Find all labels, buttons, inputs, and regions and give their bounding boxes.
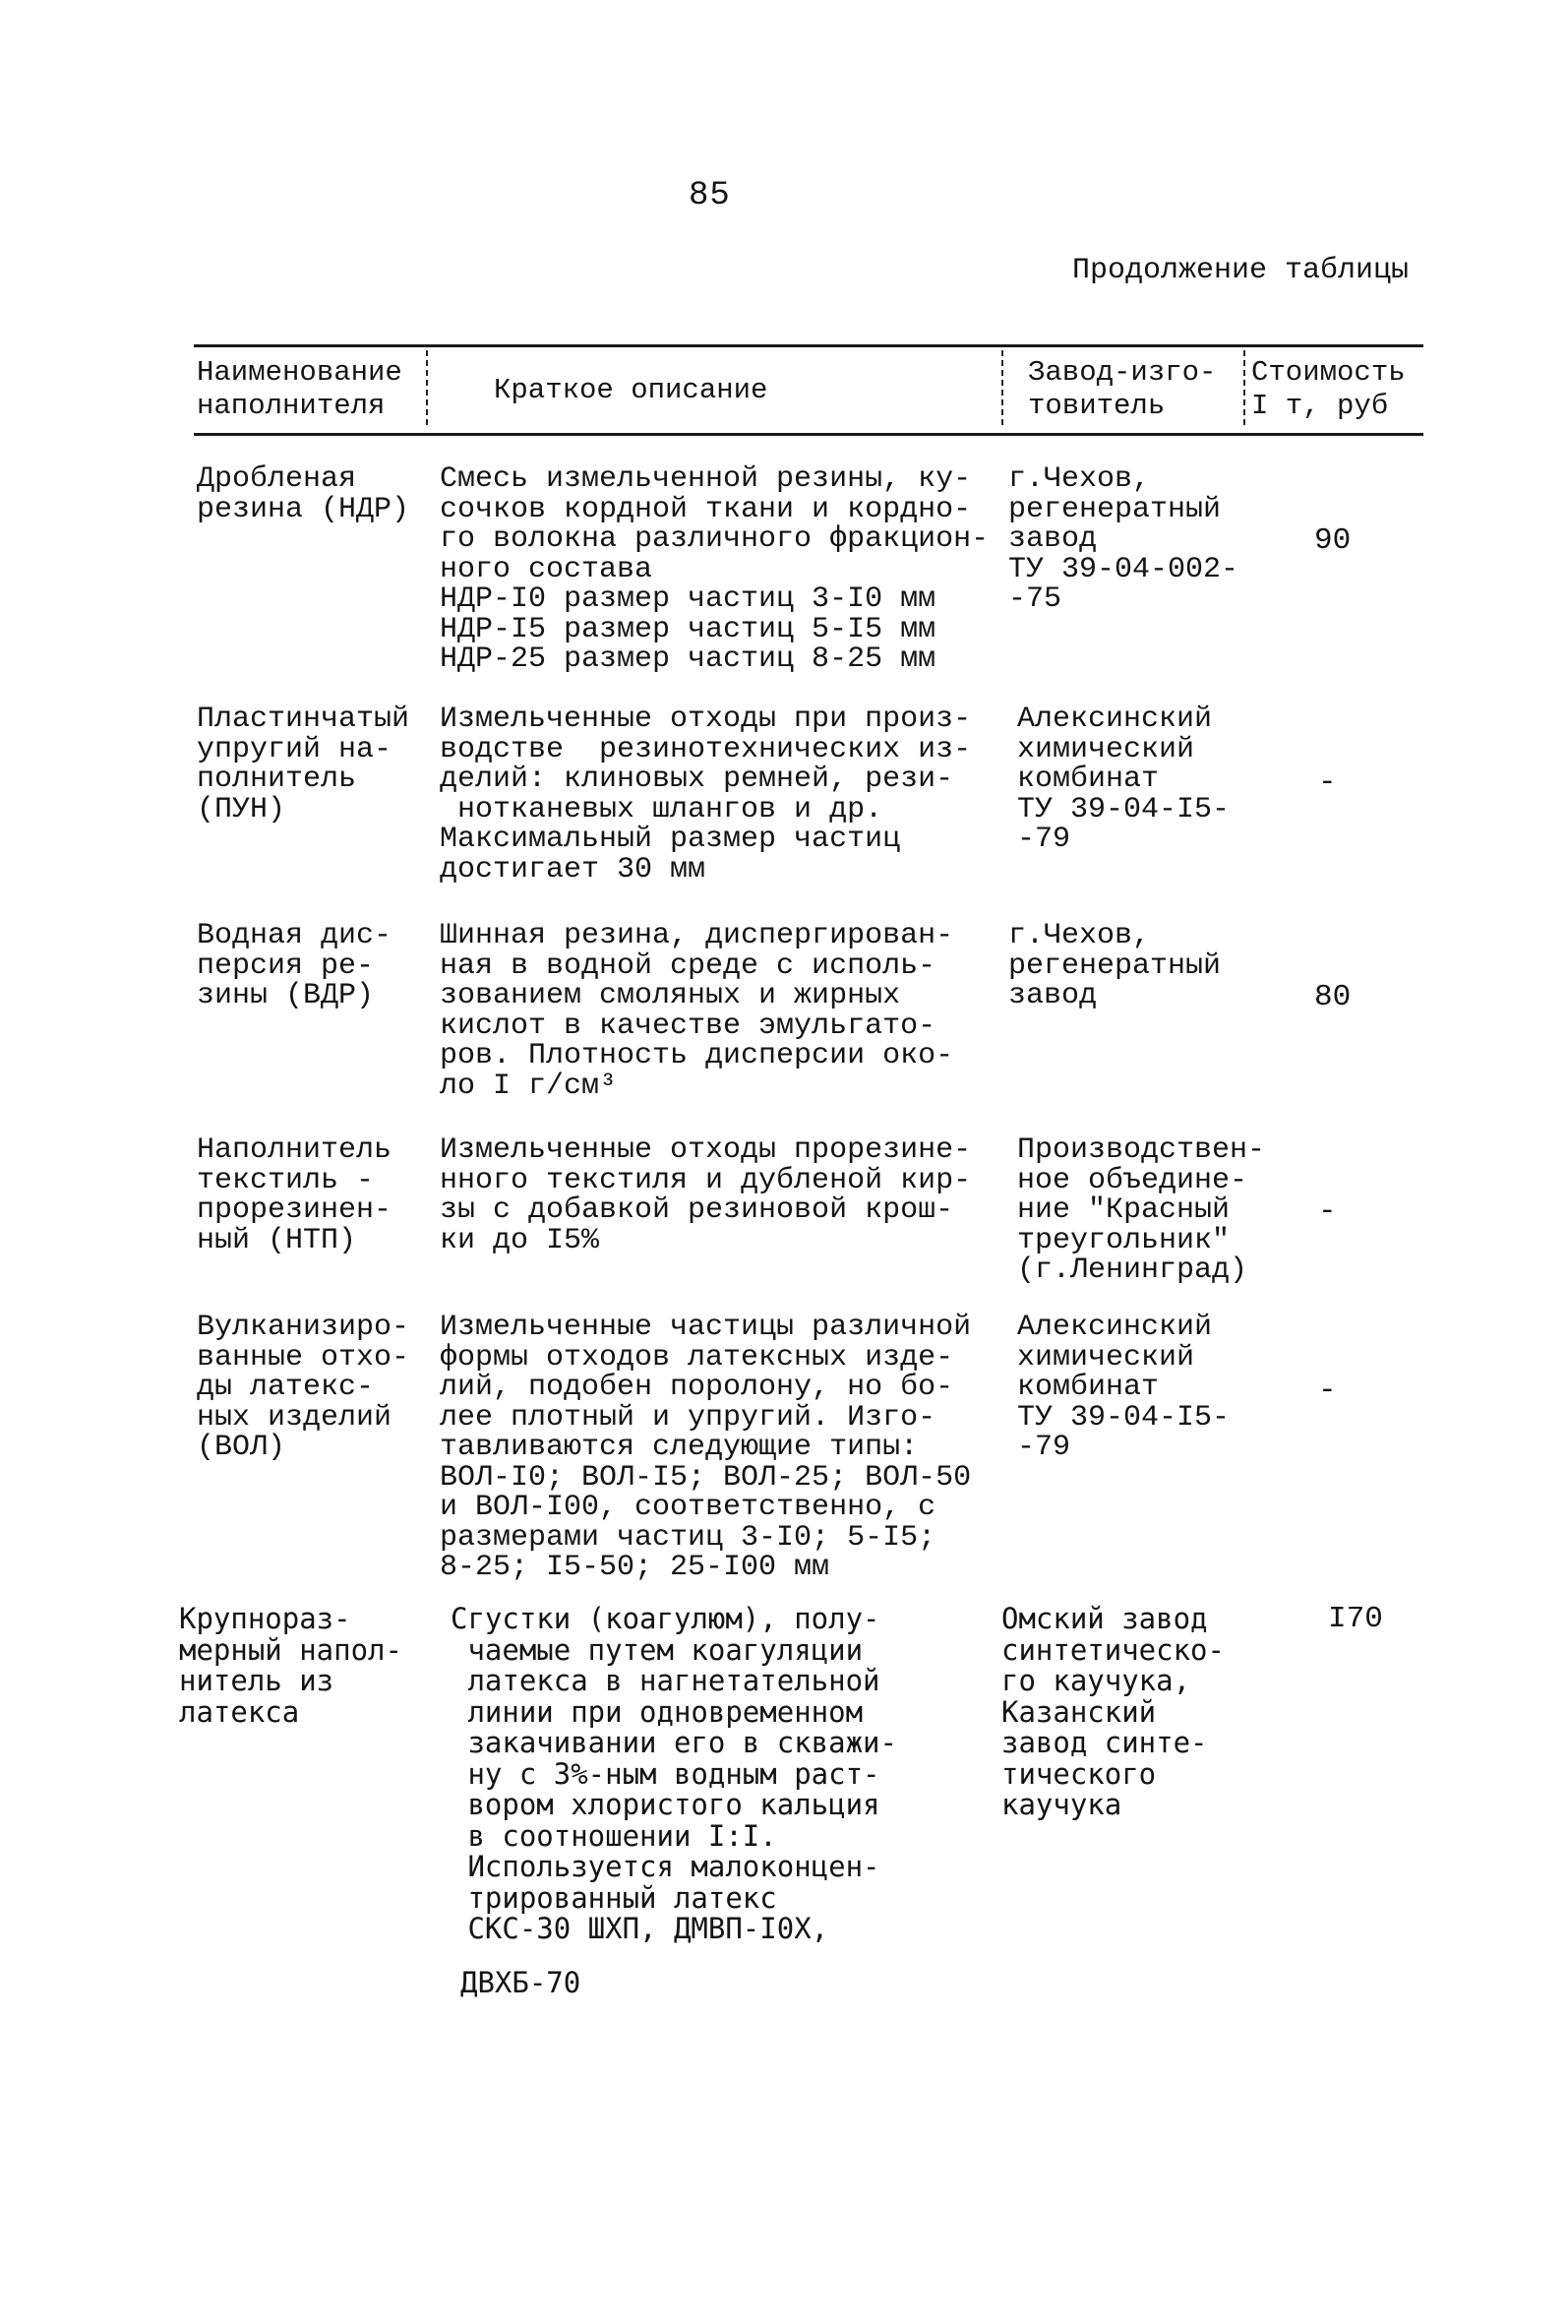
header-separator bbox=[1001, 350, 1003, 425]
filler-description: Сгустки (коагулюм), полу- чаемые путем коагуляции латекса в нагнетательной линии при одновременном закачивании его в скважи- ну с 3%-ным водным раст- вором хлористого кальция в соотношении I:I. Используется малоконцен- трированный латекс СКС-30 ШХП, ДМВП-I0Х, bbox=[451, 1602, 897, 1945]
manufacturer: Омский завод синтетическо- го каучука, Казанский завод синте- тического каучука bbox=[1001, 1602, 1225, 1821]
filler-description: Измельченные отходы при произ- водстве резинотехнических из- делий: клиновых ремней, рези- нотканевых шлангов и др. Максимальный размер частиц достигает 30 мм bbox=[440, 703, 972, 887]
manufacturer: Производствен- ное объедине- ние "Красный треугольник" (г.Ленинград) bbox=[1017, 1133, 1266, 1287]
filler-name: Водная дис- персия ре- зины (ВДР) bbox=[197, 919, 392, 1012]
header-description: Краткое описание bbox=[494, 374, 768, 406]
filler-description: Измельченные частицы различной формы отходов латексных изде- лий, подобен поролону, но бо- лее плотный и упругий. Изго- тавливаются следующие типы: ВОЛ-I0; ВОЛ-I5; ВОЛ-25; ВОЛ-50 и ВОЛ-I00, соответственно, с размерами частиц 3-I0; 5-I5; 8-25; I5-50; 25-I00 мм bbox=[440, 1311, 972, 1584]
filler-name: Вулканизиро- ванные отхо- ды латекс- ных изделий (ВОЛ) bbox=[197, 1311, 410, 1464]
manufacturer: Алексинский химический комбинат ТУ 39-04-I5- -79 bbox=[1017, 1311, 1231, 1464]
continuation-label: Продолжение таблицы bbox=[1072, 254, 1410, 287]
header-manufacturer: Завод-изго- товитель bbox=[1028, 356, 1217, 422]
cost-value: - bbox=[1318, 1374, 1337, 1408]
filler-description: Измельченные отходы прорезине- нного текстиля и дубленой кир- зы с добавкой резиновой крош- ки до I5% bbox=[440, 1133, 972, 1257]
page-number: 85 bbox=[689, 177, 731, 214]
filler-name: Крупнораз- мерный напол- нитель из латекса bbox=[179, 1602, 402, 1729]
cost-value: - bbox=[1318, 765, 1337, 800]
cost-value: I70 bbox=[1328, 1602, 1383, 1636]
cost-value: 90 bbox=[1314, 523, 1352, 558]
table-top-rule bbox=[194, 344, 1423, 347]
header-name: Наименование наполнителя bbox=[197, 356, 402, 422]
manufacturer: г.Чехов, регенератный завод bbox=[1008, 919, 1222, 1012]
filler-name: Пластинчатый упругий на- полнитель (ПУН) bbox=[197, 703, 410, 826]
filler-description: Смесь измельченной резины, ку- сочков кордной ткани и кордно- го волокна различного фракцион- ного состава НДР-I0 размер частиц 3-I0 мм НДР-I5 размер частиц 5-I5 мм НДР-25 размер частиц 8-25 мм bbox=[440, 462, 990, 676]
table-header-rule bbox=[194, 433, 1423, 436]
header-cost: Стоимость I т, руб bbox=[1251, 356, 1406, 422]
header-separator bbox=[426, 350, 428, 425]
filler-description: Шинная резина, диспергирован- ная в водной среде с исполь- зованием смоляных и жирных кислот в качестве эмульгато- ров. Плотность дисперсии око- ло I г/см³ bbox=[440, 919, 954, 1103]
cost-value: - bbox=[1318, 1194, 1337, 1229]
filler-description-tail: ДВХБ-70 bbox=[460, 1966, 581, 1999]
cost-value: 80 bbox=[1314, 980, 1352, 1014]
filler-name: Дробленая резина (НДР) bbox=[197, 462, 410, 526]
manufacturer: г.Чехов, регенератный завод ТУ 39-04-002- -75 bbox=[1008, 462, 1239, 616]
header-separator bbox=[1243, 350, 1245, 425]
manufacturer: Алексинский химический комбинат ТУ 39-04-I5- -79 bbox=[1017, 703, 1231, 856]
filler-name: Наполнитель текстиль - прорезинен- ный (НТП) bbox=[197, 1133, 392, 1257]
